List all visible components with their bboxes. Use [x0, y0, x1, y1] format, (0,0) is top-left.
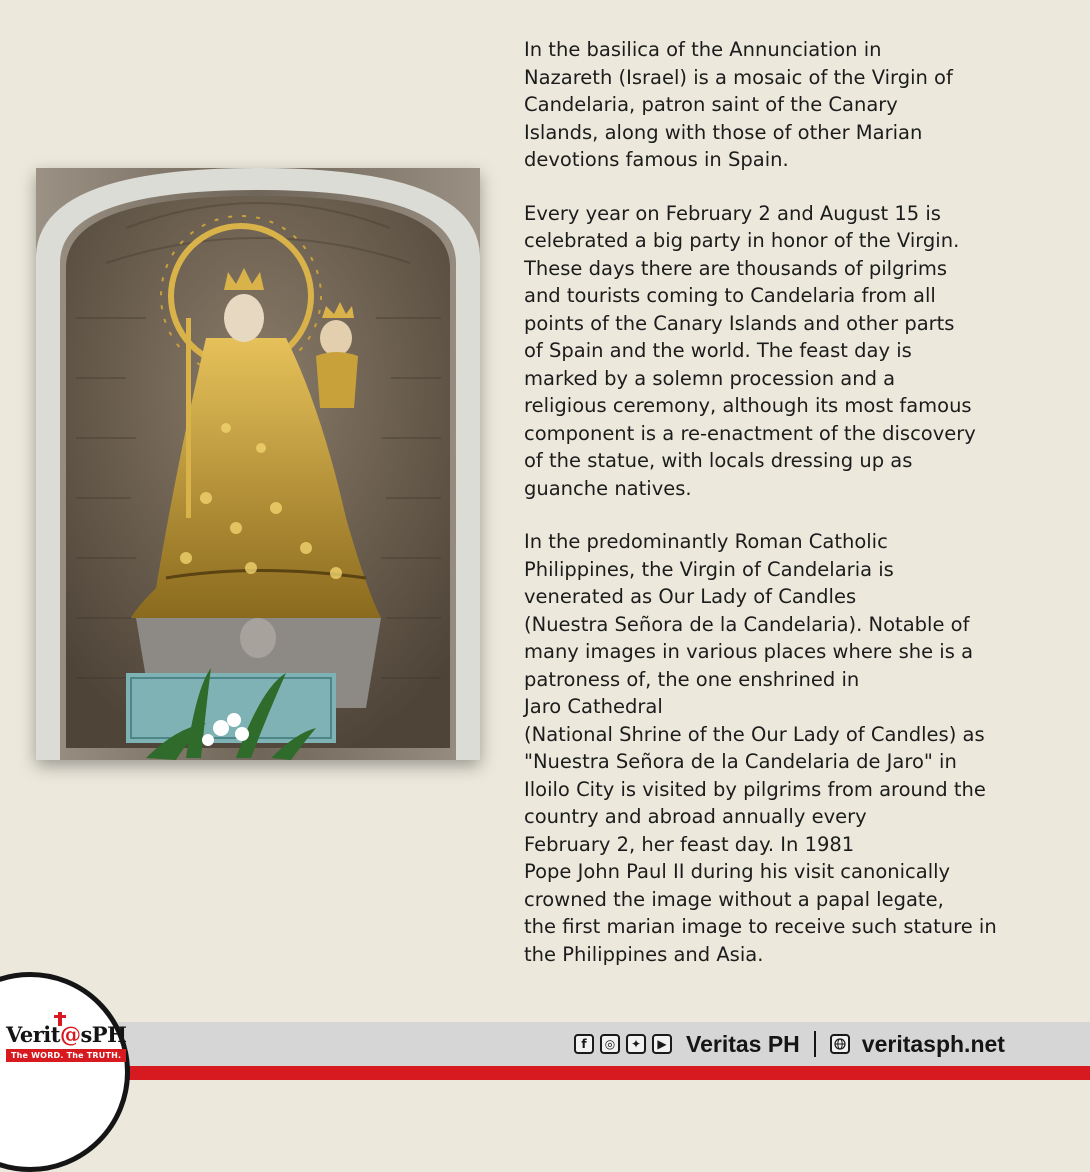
- footer-red-stripe: [0, 1066, 1090, 1080]
- article-paragraph-1: In the basilica of the Annunciation in Nazareth (Israel) is a mosaic of the Virgin of Candelaria, patron saint of the Canary Islands, along with those of other Marian devotions famous in Spain.: [524, 38, 953, 171]
- article-paragraph-2: Every year on February 2 and August 15 is celebrated a big party in honor of the Virgin. These days there are thousands of pilgrims and tourists coming to Candelaria from all points of the Canary Islands and other parts of Spain and the world. The feast day is marked by a solemn procession and a religious ceremony, although its most famous component is a re-enactment of the discovery of the statue, with locals dressing up as guanche natives.: [524, 201, 976, 500]
- facebook-icon[interactable]: f: [574, 1034, 594, 1054]
- footer-divider: [814, 1031, 816, 1057]
- brand-name[interactable]: Veritas PH: [686, 1030, 800, 1057]
- globe-icon: [830, 1034, 850, 1054]
- statue-illustration: [36, 168, 480, 760]
- article-body: [524, 36, 1054, 994]
- logo-at-sign: @: [59, 1022, 81, 1047]
- social-links: [574, 1030, 1005, 1058]
- logo-text-part2: sPH: [80, 1022, 127, 1047]
- logo-text-part1: Verit: [6, 1022, 60, 1047]
- twitter-icon[interactable]: ✦: [626, 1034, 646, 1054]
- logo-tagline: The WORD. The TRUTH.: [6, 1049, 126, 1062]
- logo-badge: [0, 972, 130, 1172]
- statue-photo: [36, 168, 480, 760]
- veritas-logo[interactable]: [6, 1022, 126, 1047]
- youtube-icon[interactable]: ▶: [652, 1034, 672, 1054]
- article-paragraph-3: In the predominantly Roman Catholic Philippines, the Virgin of Candelaria is venerated as Our Lady of Candles (Nuestra Señora de la Candelaria). Notable of many images in various places where she is a patroness of, the one enshrined in Jaro Cathedral (National Shrine of the Our Lady of Candles) as "Nuestra Señora de la Candelaria de Jaro" in Iloilo City is visited by pilgrims from around the country and abroad annually every February 2, her feast day. In 1981 Pope John Paul II during his visit canonically crowned the image without a papal legate, the first marian image to receive such stature in the Philippines and Asia.: [524, 530, 997, 966]
- instagram-icon[interactable]: ◎: [600, 1034, 620, 1054]
- website-link[interactable]: veritasph.net: [861, 1030, 1005, 1057]
